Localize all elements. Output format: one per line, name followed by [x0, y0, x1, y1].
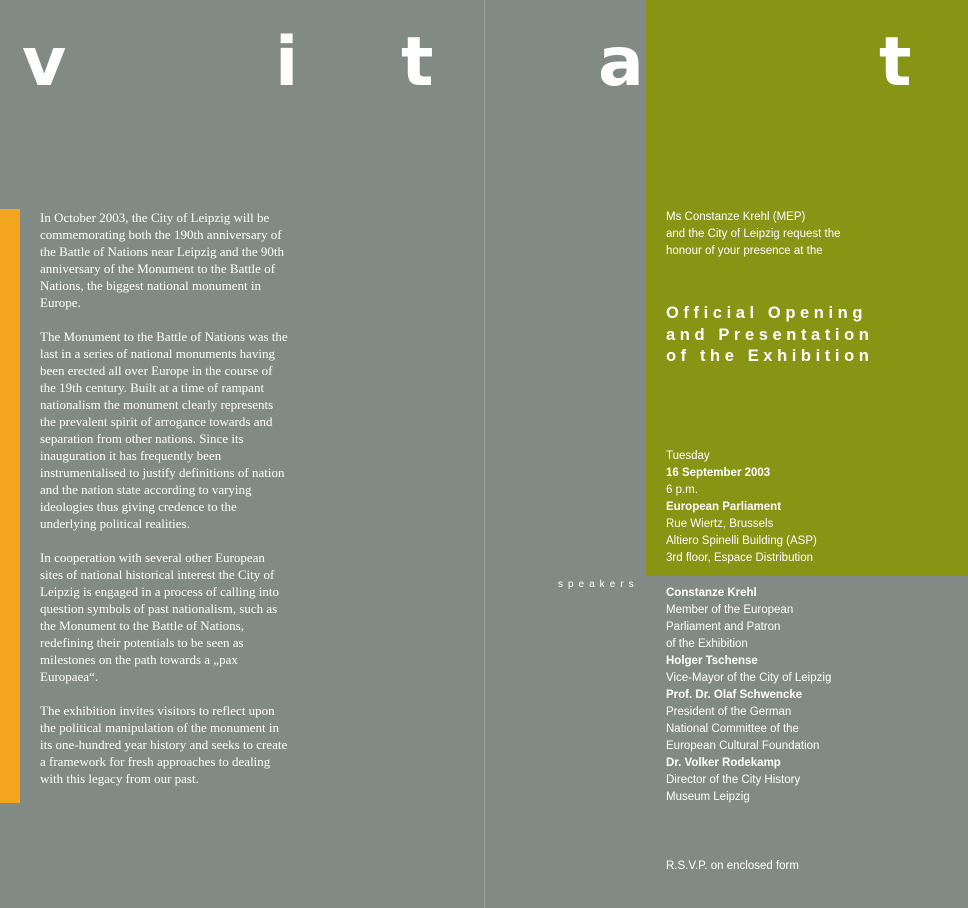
intro-text	[40, 209, 290, 804]
event-floor: 3rd floor, Espace Distribution	[666, 552, 814, 564]
speaker-name: Holger Tschense	[666, 655, 758, 667]
intro-paragraph-4: The exhibition invites visitors to reflect upon the political manipulation of the monument in its one-hundred year history and seeks to create a framework for fresh approaches to dealing with this legacy from our past.	[40, 703, 288, 786]
heading-letter-a: a	[598, 23, 644, 102]
speakers-label: speakers	[558, 579, 639, 590]
intro-paragraph-3: In cooperation with several other European sites of national historical interest the City of Leipzig is engaged in a process of calling into question symbols of past nationalism, such as the Monument to the Battle of Nations, redefining their potentials to be seen as milestones on the path towards a „pax Europaea“.	[40, 550, 279, 684]
orange-accent-bar	[0, 209, 20, 803]
speaker-role: European Cultural Foundation	[666, 740, 820, 752]
speaker-name: Dr. Volker Rodekamp	[666, 757, 781, 769]
heading-letter-t-right: t	[879, 23, 912, 102]
speaker-role: Museum Leipzig	[666, 791, 750, 803]
rsvp-note: R.S.V.P. on enclosed form	[666, 860, 799, 872]
invitation-line: and the City of Leipzig request the	[666, 228, 841, 240]
event-building: Altiero Spinelli Building (ASP)	[666, 535, 817, 547]
event-title-line: Official Opening	[666, 304, 868, 322]
event-date: 16 September 2003	[666, 467, 771, 479]
speaker-role: President of the German	[666, 706, 792, 718]
fold-line	[484, 0, 485, 908]
speaker-name: Prof. Dr. Olaf Schwencke	[666, 689, 803, 701]
speaker-role: Director of the City History	[666, 774, 801, 786]
speaker-name: Constanze Krehl	[666, 587, 757, 599]
heading-letter-v: v	[22, 23, 67, 102]
intro-paragraph-1: In October 2003, the City of Leipzig will be commemorating both the 190th anniversary of the Battle of Nations near Leipzig and the 90th anniversary of the Monument to the Battle of Nations, the biggest national monument in Europe.	[40, 210, 285, 310]
event-title-line: of the Exhibition	[666, 347, 874, 365]
event-time: 6 p.m.	[666, 484, 698, 496]
speaker-role: Member of the European	[666, 604, 794, 616]
event-street: Rue Wiertz, Brussels	[666, 518, 774, 530]
speaker-role: National Committee of the	[666, 723, 799, 735]
speaker-role: Vice-Mayor of the City of Leipzig	[666, 672, 832, 684]
event-details	[666, 448, 956, 567]
invitation-line: honour of your presence at the	[666, 245, 823, 257]
speakers-list	[666, 585, 956, 806]
heading-letter-i: i	[275, 23, 299, 102]
event-day: Tuesday	[666, 450, 710, 462]
event-title-line: and Presentation	[666, 325, 874, 344]
speaker-role: of the Exhibition	[666, 638, 748, 650]
intro-paragraph-2: The Monument to the Battle of Nations was the last in a series of national monuments having been erected all over Europe in the course of the 19th century. Built at a time of rampant nationalism the monument clearly represents the prevalent spirit of arrogance towards and separation from other nations. Since its inauguration it has frequently been instrumentalised to justify definitions of nation and the nation state according to varying ideologies thus giving credence to the underlying political realities.	[40, 329, 288, 531]
speaker-role: Parliament and Patron	[666, 621, 781, 633]
invitation-text	[666, 209, 956, 260]
heading-letter-t: t	[401, 23, 434, 102]
event-title	[666, 303, 966, 368]
event-venue: European Parliament	[666, 501, 782, 513]
invitation-line: Ms Constanze Krehl (MEP)	[666, 211, 806, 223]
